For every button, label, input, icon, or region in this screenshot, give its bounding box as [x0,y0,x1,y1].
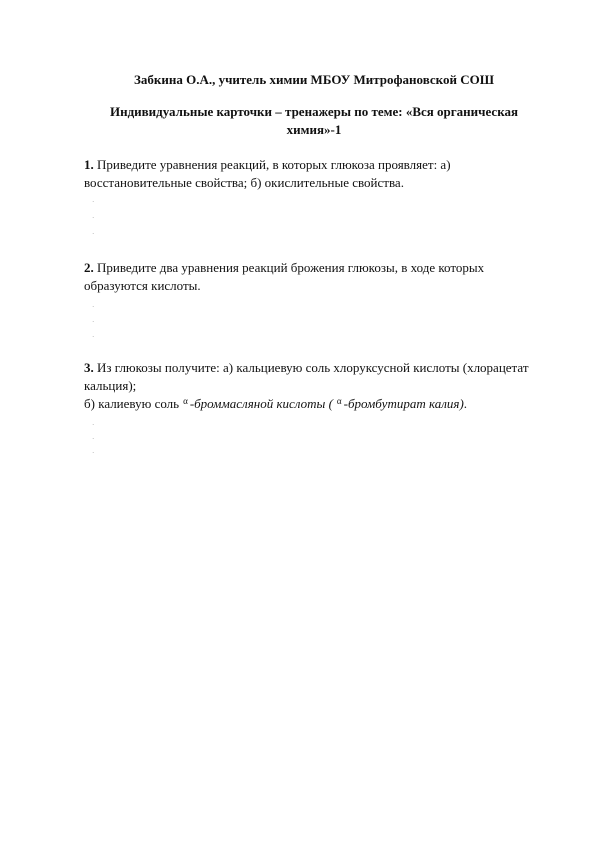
answer-marker: · [92,198,95,206]
task-1-text: Приведите уравнения реакций, в которых глюкоза проявляет: а) восстановительные свойства; б) окислительные свойства. [84,157,451,190]
answer-marker: · [92,230,95,238]
task-3-number: 3. [84,360,94,375]
author-line: Забкина О.А., учитель химии МБОУ Митрофановской СОШ [134,72,494,87]
worksheet-title: Индивидуальные карточки – тренажеры по теме: «Вся органическая химия»-1 [109,104,519,137]
task-3-end: . [463,396,468,411]
task-3-text-prefix: б) калиевую соль [84,396,180,411]
task-1-number: 1. [84,157,94,172]
answer-marker: · [92,318,95,326]
answer-marker: · [92,214,95,222]
task-3-line2 [84,395,529,414]
answer-marker: · [92,333,95,341]
alpha-symbol: α [183,396,188,406]
answer-marker: · [92,421,95,429]
task-2-number: 2. [84,260,94,275]
answer-marker: · [92,435,95,443]
task-3 [84,359,529,414]
answer-marker: · [92,449,95,457]
task-3-acid-name: -броммасляной кислоты ( [189,396,333,411]
answer-marker: · [92,303,95,311]
task-1 [84,156,529,192]
task-2 [84,259,529,295]
task-3-text-line1: Из глюкозы получите: а) кальциевую соль хлоруксусной кислоты (хлорацетат кальция); [84,360,529,393]
alpha-symbol: α [336,396,342,406]
task-3-salt-name: -бромбутират калия) [343,396,464,411]
task-2-text: Приведите два уравнения реакций брожения глюкозы, в ходе которых образуются кислоты. [84,260,485,293]
